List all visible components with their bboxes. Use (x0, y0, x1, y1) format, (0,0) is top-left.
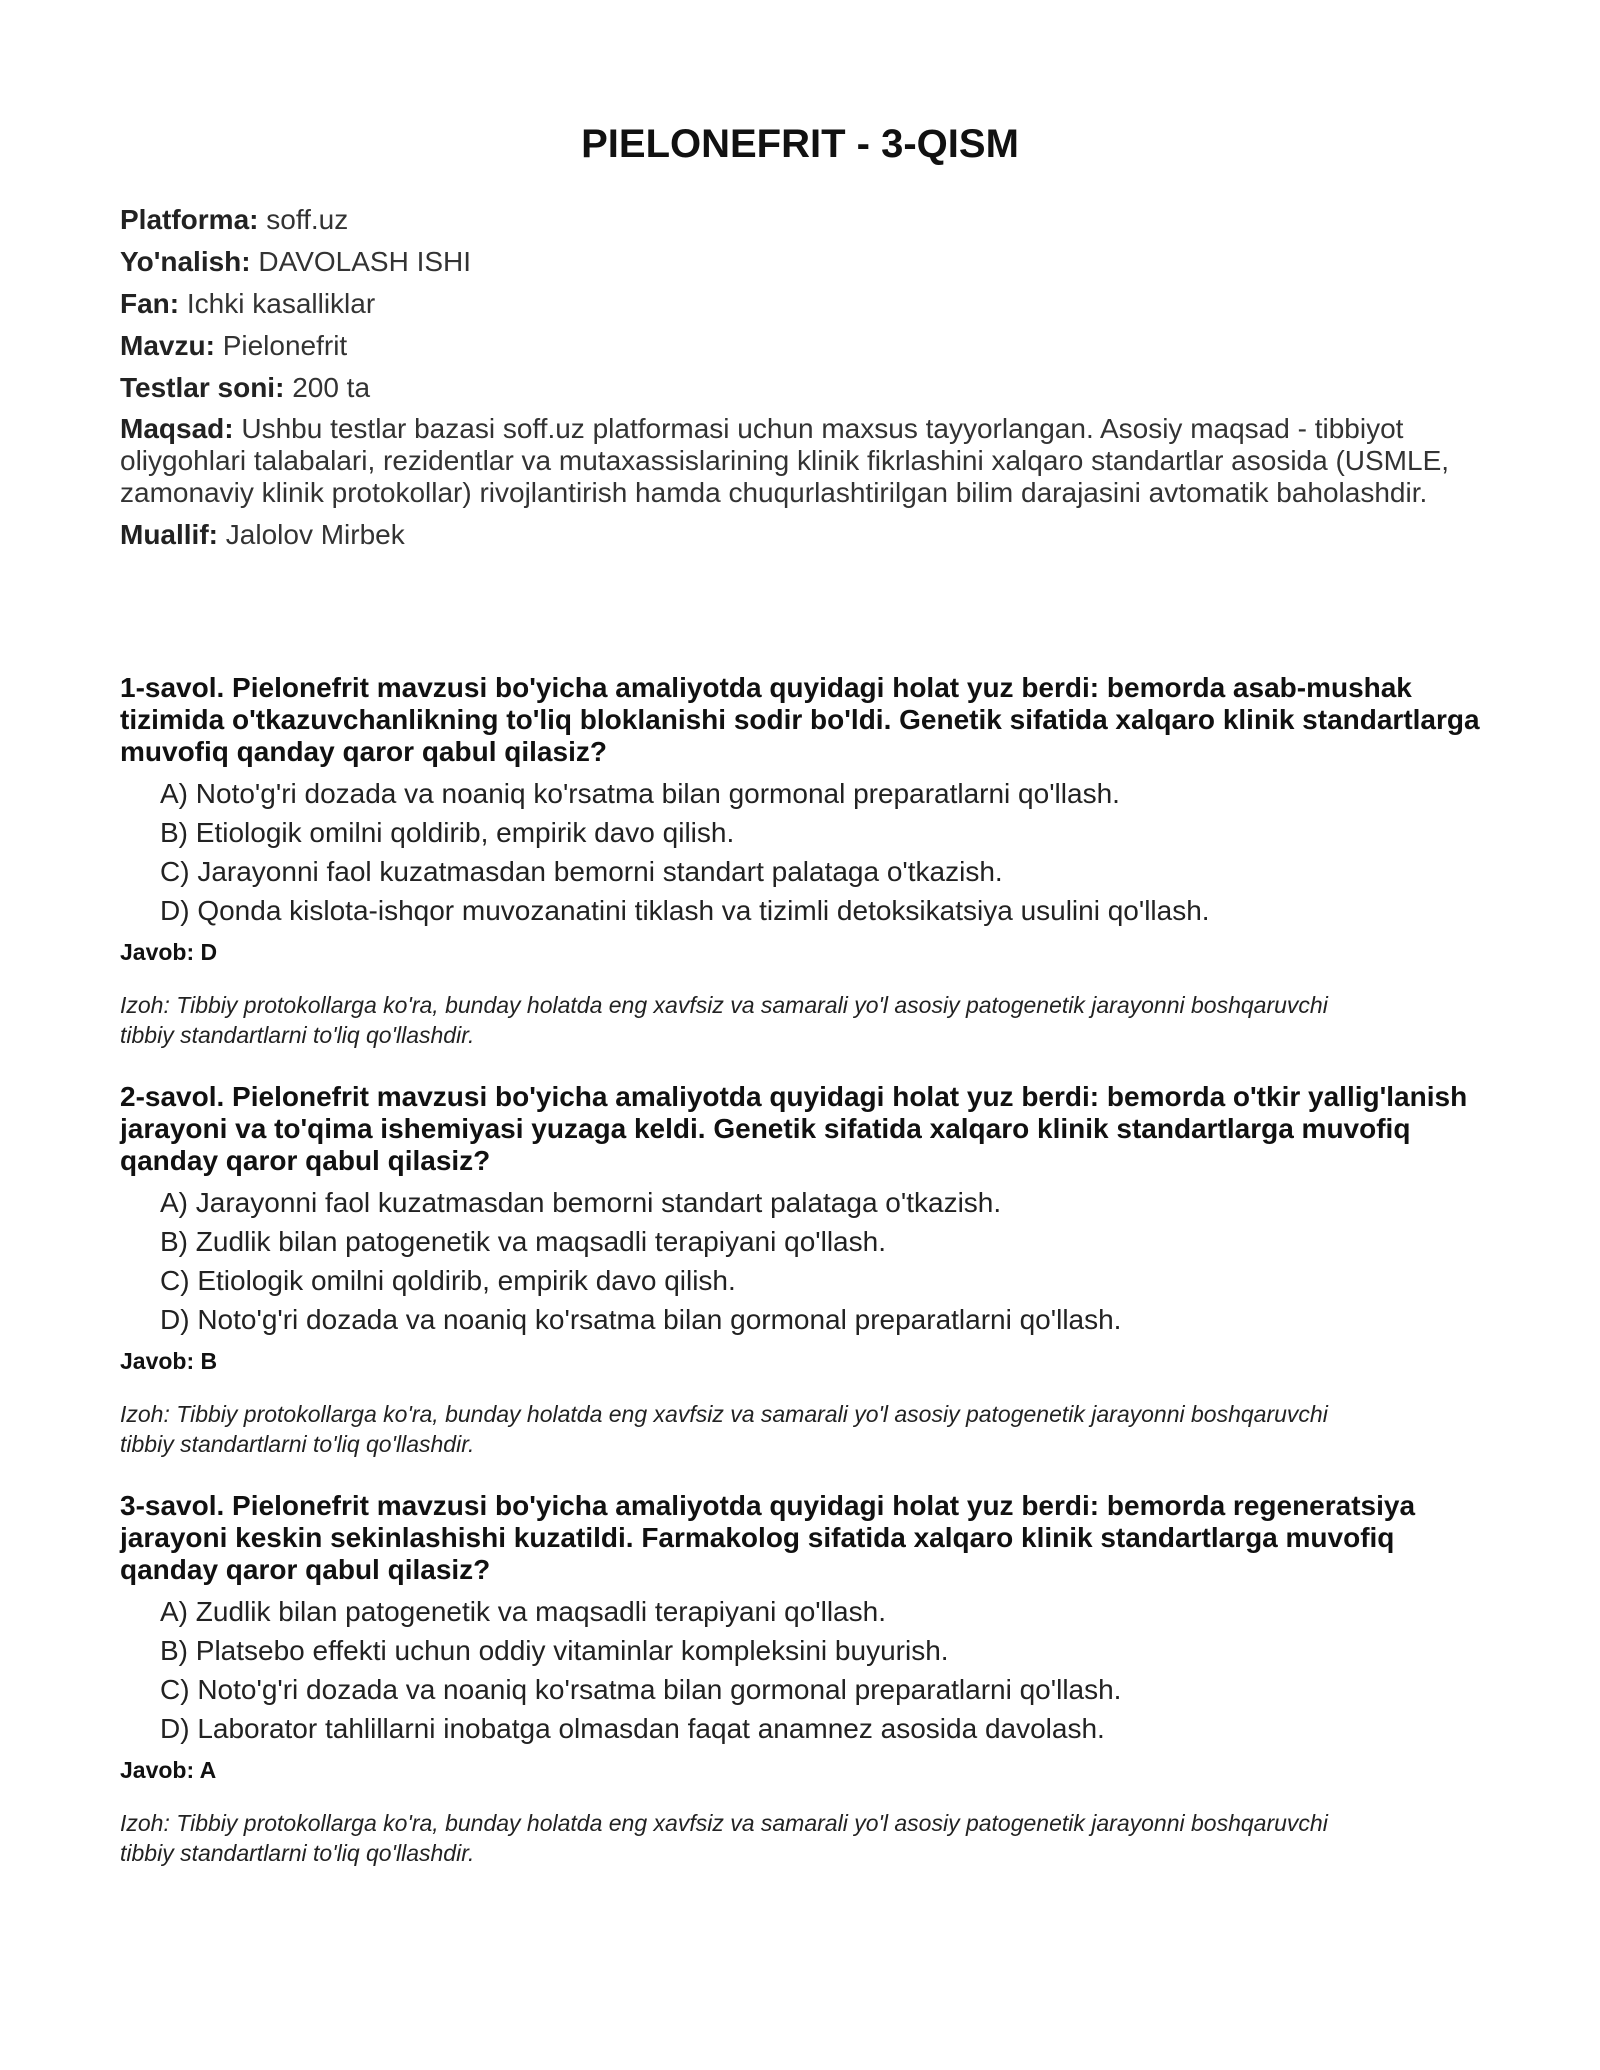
answer-option: A) Jarayonni faol kuzatmasdan bemorni standart palataga o'tkazish. (160, 1187, 1002, 1218)
correct-answer: Javob: D (120, 939, 218, 965)
meta-value: soff.uz (266, 204, 349, 235)
question-block (120, 1490, 1480, 1891)
meta-label: Fan: (120, 288, 180, 319)
answer-option: B) Platsebo effekti uchun oddiy vitaminlar kompleksini buyurish. (160, 1635, 949, 1666)
meta-goal (120, 413, 1460, 509)
answer-option: D) Noto'g'ri dozada va noaniq ko'rsatma bilan gormonal preparatlarni qo'llash. (160, 1304, 1122, 1335)
meta-platform (120, 203, 1460, 236)
answer-option: B) Zudlik bilan patogenetik va maqsadli terapiyani qo'llash. (160, 1226, 886, 1257)
meta-author (120, 518, 1460, 551)
question-text: 3-savol. Pielonefrit mavzusi bo'yicha amaliyotda quyidagi holat yuz berdi: bemorda regeneratsiya jarayoni keskin sekinlashishi kuzatildi. Farmakolog sifatida xalqaro klinik standartlarga muvofiq qanday qaror qabul qilasiz? (120, 1490, 1416, 1585)
meta-value: Pielonefrit (222, 330, 348, 361)
question-block (120, 672, 1480, 1073)
meta-value: Jalolov Mirbek (225, 519, 405, 550)
answer-option: B) Etiologik omilni qoldirib, empirik davo qilish. (160, 817, 735, 848)
meta-label: Platforma: (120, 204, 259, 235)
answer-option: A) Noto'g'ri dozada va noaniq ko'rsatma bilan gormonal preparatlarni qo'llash. (160, 778, 1120, 809)
meta-value: Ushbu testlar bazasi soff.uz platformasi uchun maxsus tayyorlangan. Asosiy maqsad - tibbiyot oliygohlari talabalari, rezidentlar va mutaxassislarining klinik fikrlashini xalqaro standartlar asosida (USMLE, zamonaviy klinik protokollar) rivojlantirish hamda chuqurlashtirilgan bilim darajasini avtomatik baholashdir. (120, 413, 1450, 508)
answer-option: A) Zudlik bilan patogenetik va maqsadli terapiyani qo'llash. (160, 1596, 886, 1627)
meta-subject (120, 287, 1460, 320)
answer-option: D) Qonda kislota-ishqor muvozanatini tiklash va tizimli detoksikatsiya usulini qo'llash. (160, 895, 1210, 926)
question-block (120, 1081, 1480, 1482)
meta-direction (120, 245, 1460, 278)
explanation-note: Izoh: Tibbiy protokollarga ko'ra, bunday holatda eng xavfsiz va samarali yo'l asosiy patogenetik jarayonni boshqaruvchi tibbiy standartlarni to'liq qo'llashdir. (120, 992, 1328, 1048)
meta-value: DAVOLASH ISHI (258, 246, 472, 277)
meta-label: Maqsad: (120, 413, 234, 444)
correct-answer: Javob: B (120, 1348, 218, 1374)
page-title: PIELONEFRIT - 3-QISM (581, 122, 1019, 166)
meta-topic (120, 329, 1460, 362)
question-text: 2-savol. Pielonefrit mavzusi bo'yicha amaliyotda quyidagi holat yuz berdi: bemorda o'tkir yallig'lanish jarayoni va to'qima ishemiyasi yuzaga keldi. Genetik sifatida xalqaro klinik standartlarga muvofiq qanday qaror qabul qilasiz? (120, 1081, 1468, 1176)
answer-option: C) Etiologik omilni qoldirib, empirik davo qilish. (160, 1265, 736, 1296)
document-metadata (120, 203, 1460, 560)
explanation-note: Izoh: Tibbiy protokollarga ko'ra, bunday holatda eng xavfsiz va samarali yo'l asosiy patogenetik jarayonni boshqaruvchi tibbiy standartlarni to'liq qo'llashdir. (120, 1810, 1328, 1866)
meta-value: 200 ta (292, 372, 371, 403)
meta-test-count (120, 371, 1460, 404)
meta-label: Mavzu: (120, 330, 215, 361)
question-text: 1-savol. Pielonefrit mavzusi bo'yicha amaliyotda quyidagi holat yuz berdi: bemorda asab-mushak tizimida o'tkazuvchanlikning to'liq bloklanishi sodir bo'ldi. Genetik sifatida xalqaro klinik standartlarga muvofiq qanday qaror qabul qilasiz? (120, 672, 1480, 767)
meta-label: Yo'nalish: (120, 246, 251, 277)
answer-option: C) Jarayonni faol kuzatmasdan bemorni standart palataga o'tkazish. (160, 856, 1003, 887)
meta-value: Ichki kasalliklar (186, 288, 376, 319)
answer-option: D) Laborator tahlillarni inobatga olmasdan faqat anamnez asosida davolash. (160, 1713, 1105, 1744)
correct-answer: Javob: A (120, 1757, 217, 1783)
meta-label: Testlar soni: (120, 372, 285, 403)
answer-option: C) Noto'g'ri dozada va noaniq ko'rsatma bilan gormonal preparatlarni qo'llash. (160, 1674, 1122, 1705)
explanation-note: Izoh: Tibbiy protokollarga ko'ra, bunday holatda eng xavfsiz va samarali yo'l asosiy patogenetik jarayonni boshqaruvchi tibbiy standartlarni to'liq qo'llashdir. (120, 1401, 1328, 1457)
meta-label: Muallif: (120, 519, 218, 550)
